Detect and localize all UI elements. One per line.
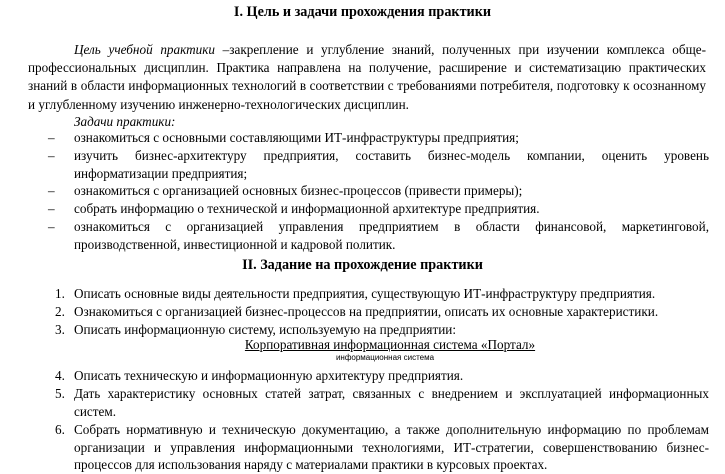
item-number: 5.: [55, 386, 65, 402]
task-text: ознакомиться с основными составляющими ИТ-инфраструктуры предприятия;: [74, 130, 519, 145]
tasks-label: Задачи практики:: [74, 114, 176, 129]
system-name: Корпоративная информационная система «Портал»: [244, 337, 536, 353]
section-2-title: II. Задание на прохождение практики: [242, 257, 483, 273]
item-text: Описать основные виды деятельности предприятия, существующую ИТ-инфраструктуру предприятия.: [74, 286, 656, 301]
bullet-dash: –: [48, 183, 55, 199]
assignment-list: [0, 285, 725, 474]
task-text: ознакомиться с организацией управления предприятием в области финансовой, маркетинговой, производственной, инвестиционной и кадровой политик.: [74, 218, 709, 252]
system-caption: информационная система: [335, 353, 435, 363]
task-text: собрать информацию о технической и информационной архитектуре предприятия.: [74, 201, 540, 217]
item-number: 6.: [55, 421, 65, 437]
item-text: Ознакомиться с организацией бизнес-процессов на предприятии, описать их основные характеристики.: [74, 303, 659, 319]
task-item: [0, 147, 725, 183]
item-number: 4.: [55, 368, 65, 384]
item-text: Собрать нормативную и техническую документацию, а также дополнительную информацию по проблемам организации и управления информационными технологиями, ИТ-стратегии, совершенствованию бизнес-процессов для использования наряду с материалами практики в курсовых проектах.: [74, 421, 709, 473]
task-item: [0, 182, 725, 200]
bullet-dash: –: [48, 147, 55, 163]
bullet-dash: –: [48, 201, 55, 217]
item-number: 3.: [55, 321, 65, 337]
list-item: [0, 303, 725, 321]
task-item: [0, 200, 725, 218]
task-item: [0, 218, 725, 254]
list-item: [0, 285, 725, 303]
item-number: 2.: [55, 303, 65, 319]
item-number: 1.: [55, 286, 65, 301]
list-item: [0, 367, 725, 385]
goal-text: –закрепление и углубление знаний, полученных при изучении комплекса обще-профессиональных дисциплин. Практика направлена на получение, расширение и систематизацию практических знаний в области информационных технологий в соответствии с требованиями потребителя, подготовку к осознанному и углубленному изучению инженерно-технологических дисциплин.: [28, 42, 706, 112]
item-text: Описать информационную систему, используемую на предприятии:: [74, 321, 456, 337]
task-item: [0, 129, 725, 147]
item-text: Дать характеристику основных статей затрат, связанных с внедрением и эксплуатацией информационных систем.: [74, 386, 709, 419]
list-item: [0, 321, 725, 339]
tasks-list: [0, 129, 725, 254]
task-text: ознакомиться с организацией основных бизнес-процессов (привести примеры);: [74, 183, 523, 199]
goal-label: Цель учебной практики: [74, 42, 215, 57]
list-item: [0, 385, 725, 421]
bullet-dash: –: [48, 130, 55, 145]
list-item: [0, 421, 725, 474]
item-text: Описать техническую и информационную архитектуру предприятия.: [74, 368, 464, 384]
section-1-title: I. Цель и задачи прохождения практики: [233, 4, 492, 20]
system-field: [0, 338, 725, 367]
goal-paragraph: [28, 41, 706, 114]
task-text: изучить бизнес-архитектуру предприятия, составить бизнес-модель компании, оценить уровень информатизации предприятия;: [74, 147, 709, 181]
bullet-dash: –: [48, 218, 55, 234]
